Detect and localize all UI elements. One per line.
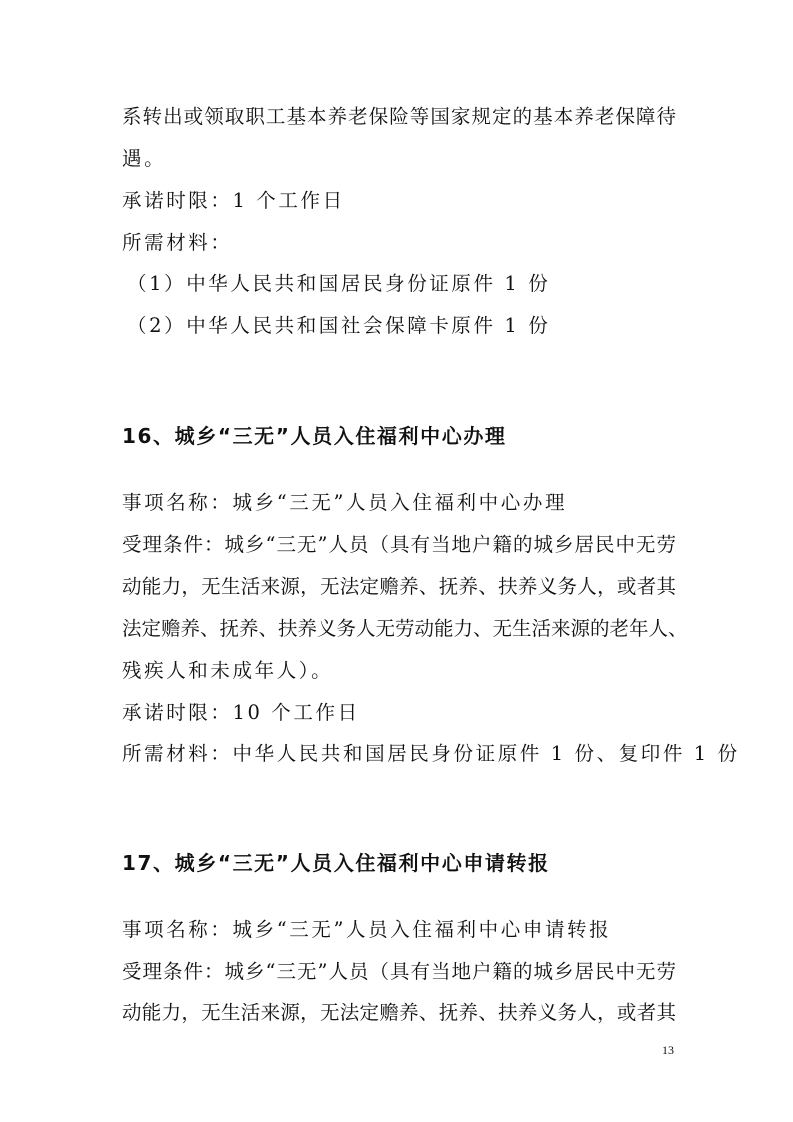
section-16-item-name: 事项名称：城乡“三无”人员入住福利中心办理 — [122, 491, 568, 514]
material-item: （1）中华人民共和国居民身份证原件 1 份 — [127, 272, 551, 295]
section-16-title: 16、城乡“三无”人员入住福利中心办理 — [122, 424, 507, 448]
page-number: 13 — [662, 1043, 674, 1057]
body-text-line: 遇。 — [122, 147, 167, 170]
section-16-condition-line: 法定赡养、抚养、扶养义务人无劳动能力、无生活来源的老年人、 — [122, 617, 688, 640]
section-17-condition-line: 动能力，无生活来源，无法定赡养、抚养、扶养义务人，或者其 — [122, 1001, 676, 1024]
section-16-condition-line: 动能力，无生活来源，无法定赡养、抚养、扶养义务人，或者其 — [122, 575, 676, 598]
section-16-condition-line: 残疾人和未成年人）。 — [122, 659, 334, 682]
material-item: （2）中华人民共和国社会保障卡原件 1 份 — [127, 314, 551, 337]
section-16-materials: 所需材料：中华人民共和国居民身份证原件 1 份、复印件 1 份 — [122, 742, 740, 765]
time-limit-text: 承诺时限：1 个工作日 — [122, 189, 345, 212]
section-17-title: 17、城乡“三无”人员入住福利中心申请转报 — [122, 851, 550, 875]
body-text-line: 系转出或领取职工基本养老保险等国家规定的基本养老保障待 — [122, 105, 676, 128]
section-16-condition-line: 受理条件：城乡“三无”人员（具有当地户籍的城乡居民中无劳 — [122, 533, 676, 556]
section-16-time-limit: 承诺时限：10 个工作日 — [122, 701, 360, 724]
section-17-condition-line: 受理条件：城乡“三无”人员（具有当地户籍的城乡居民中无劳 — [122, 960, 676, 983]
materials-label: 所需材料： — [122, 231, 233, 254]
section-17-item-name: 事项名称：城乡“三无”人员入住福利中心申请转报 — [122, 918, 612, 941]
